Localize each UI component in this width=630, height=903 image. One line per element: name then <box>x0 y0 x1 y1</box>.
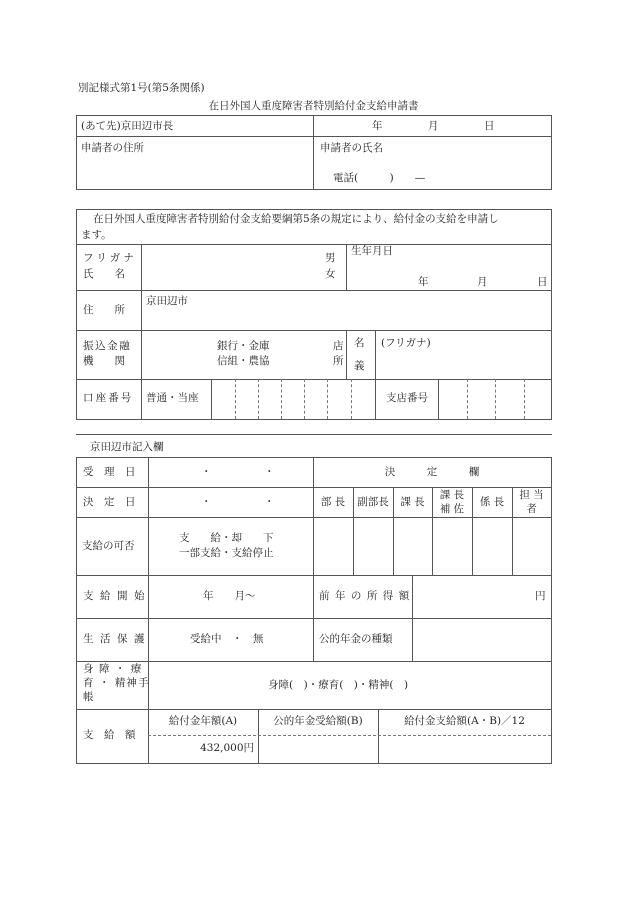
bank-label-line2: 機 関 <box>83 355 125 367</box>
approver-deputy-director: 副部長 <box>357 496 389 508</box>
addressee: (あて先)京田辺市長 <box>81 120 174 132</box>
account-holder-field[interactable] <box>376 351 550 378</box>
account-type[interactable]: 普通・当座 <box>146 392 199 404</box>
form-number: 別記様式第1号(第5条関係) <box>78 82 205 94</box>
branch-number-field[interactable] <box>439 380 550 418</box>
address-label: 住 所 <box>83 304 125 316</box>
annual-amount-header: 給付金年額(A) <box>168 715 238 727</box>
date-day-label: 日 <box>484 120 495 132</box>
stamp-box-section-chief[interactable] <box>394 518 431 574</box>
approver-staff-line1: 担 当 <box>519 489 544 501</box>
start-value[interactable]: 年 月〜 <box>203 590 256 602</box>
handbook-label-line2: 育 ・ 精神手 <box>83 677 150 689</box>
handbook-label-line3: 帳 <box>83 691 94 703</box>
stamp-box-director[interactable] <box>314 518 352 574</box>
approver-director: 部 長 <box>320 496 346 508</box>
applicant-address-label: 申請者の住所 <box>81 142 144 154</box>
handbook-label-line1: 身 障 ・ 療 <box>83 663 143 675</box>
birth-day-label: 日 <box>537 276 548 288</box>
welfare-label: 生 活 保 護 <box>83 633 147 645</box>
holder-label-line2: 義 <box>354 360 365 372</box>
section-separator <box>76 434 552 435</box>
monthly-amount-header: 給付金支給額(A・B)／12 <box>404 715 525 727</box>
approval-option-line1[interactable]: 支 給・却 下 <box>179 532 274 544</box>
statement-line2: ます。 <box>81 229 112 241</box>
dashed-divider <box>148 735 551 736</box>
birth-year-label: 年 <box>418 276 429 288</box>
prev-income-label: 前 年 の 所 得 額 <box>319 590 411 602</box>
divider <box>76 136 552 137</box>
account-number-field[interactable] <box>212 380 374 418</box>
branch-number-label: 支店番号 <box>386 392 428 404</box>
decision-date-value[interactable]: ・ ・ <box>201 496 275 508</box>
monthly-amount-field[interactable] <box>379 737 550 763</box>
approval-label: 支給の可否 <box>82 540 135 552</box>
sex-female-option[interactable]: 女 <box>325 268 336 280</box>
sex-male-option[interactable]: 男 <box>325 252 336 264</box>
statement-line1: 在日外国人重度障害者特別給付金支給要綱第5条の規定により、給付金の支給を申請し <box>93 213 499 225</box>
welfare-value[interactable]: 受給中 ・ 無 <box>190 633 264 645</box>
handbook-value[interactable]: 身障( )・療育( )・精神( ) <box>268 679 409 691</box>
name-field[interactable] <box>142 245 322 289</box>
pension-type-label: 公的年金の種類 <box>319 633 393 645</box>
applicant-name-field[interactable] <box>314 156 550 170</box>
phone-label: 電話( ) — <box>333 172 426 184</box>
account-number-label: 口座番号 <box>83 392 134 404</box>
birthdate-label: 生年月日 <box>351 245 393 257</box>
pension-amount-header: 公的年金受給額(B) <box>273 715 363 727</box>
approval-option-line2[interactable]: 一部支給・支給停止 <box>179 547 274 559</box>
approver-staff-line2: 者 <box>526 503 537 515</box>
annual-amount-value: 432,000円 <box>200 742 254 754</box>
approver-unit-chief: 係 長 <box>479 496 505 508</box>
holder-furigana-label: (フリガナ) <box>381 337 431 349</box>
furigana-label: フリガナ <box>83 252 138 264</box>
divider <box>313 115 314 190</box>
pension-type-field[interactable] <box>413 619 550 660</box>
date-year-label: 年 <box>372 120 383 132</box>
divider <box>346 330 347 379</box>
received-date-label: 受 理 日 <box>83 466 136 478</box>
pension-amount-field[interactable] <box>259 737 377 763</box>
stamp-box-assistant-chief[interactable] <box>433 518 471 574</box>
approver-assistant-chief-line2: 補 佐 <box>439 503 465 515</box>
stamp-box-unit-chief[interactable] <box>473 518 511 574</box>
applicant-name-label: 申請者の氏名 <box>320 142 383 154</box>
divider <box>76 330 552 331</box>
bank-type-line1[interactable]: 銀行・金庫 <box>217 340 270 352</box>
branch-suffix-store: 店 <box>333 340 344 352</box>
name-label: 氏 名 <box>83 268 125 280</box>
page-title: 在日外国人重度障害者特別給付金支給申請書 <box>208 100 419 112</box>
stamp-box-staff[interactable] <box>513 518 550 574</box>
birth-month-label: 月 <box>477 276 488 288</box>
divider <box>346 244 347 290</box>
amount-label: 支 給 額 <box>83 729 136 741</box>
prev-income-unit: 円 <box>535 590 546 602</box>
applicant-address-field[interactable] <box>77 156 312 188</box>
start-label: 支 給 開 始 <box>83 590 147 602</box>
city-section-title: 京田辺市記入欄 <box>90 441 164 453</box>
stamp-box-deputy-director[interactable] <box>354 518 392 574</box>
branch-suffix-office: 所 <box>333 355 344 367</box>
address-value[interactable]: 京田辺市 <box>146 295 188 307</box>
approver-section-chief: 課 長 <box>400 496 425 508</box>
bank-label-line1: 振込金融 <box>83 340 132 352</box>
received-date-value[interactable]: ・ ・ <box>201 466 275 478</box>
prev-income-field[interactable] <box>413 576 533 617</box>
bank-type-line2[interactable]: 信組・農協 <box>217 355 270 367</box>
divider <box>76 290 552 291</box>
decision-date-label: 決 定 日 <box>83 496 136 508</box>
decision-header: 決 定 欄 <box>384 466 480 478</box>
holder-label-line1: 名 <box>354 337 365 349</box>
date-month-label: 月 <box>428 120 439 132</box>
approver-assistant-chief-line1: 課 長 <box>439 489 465 501</box>
